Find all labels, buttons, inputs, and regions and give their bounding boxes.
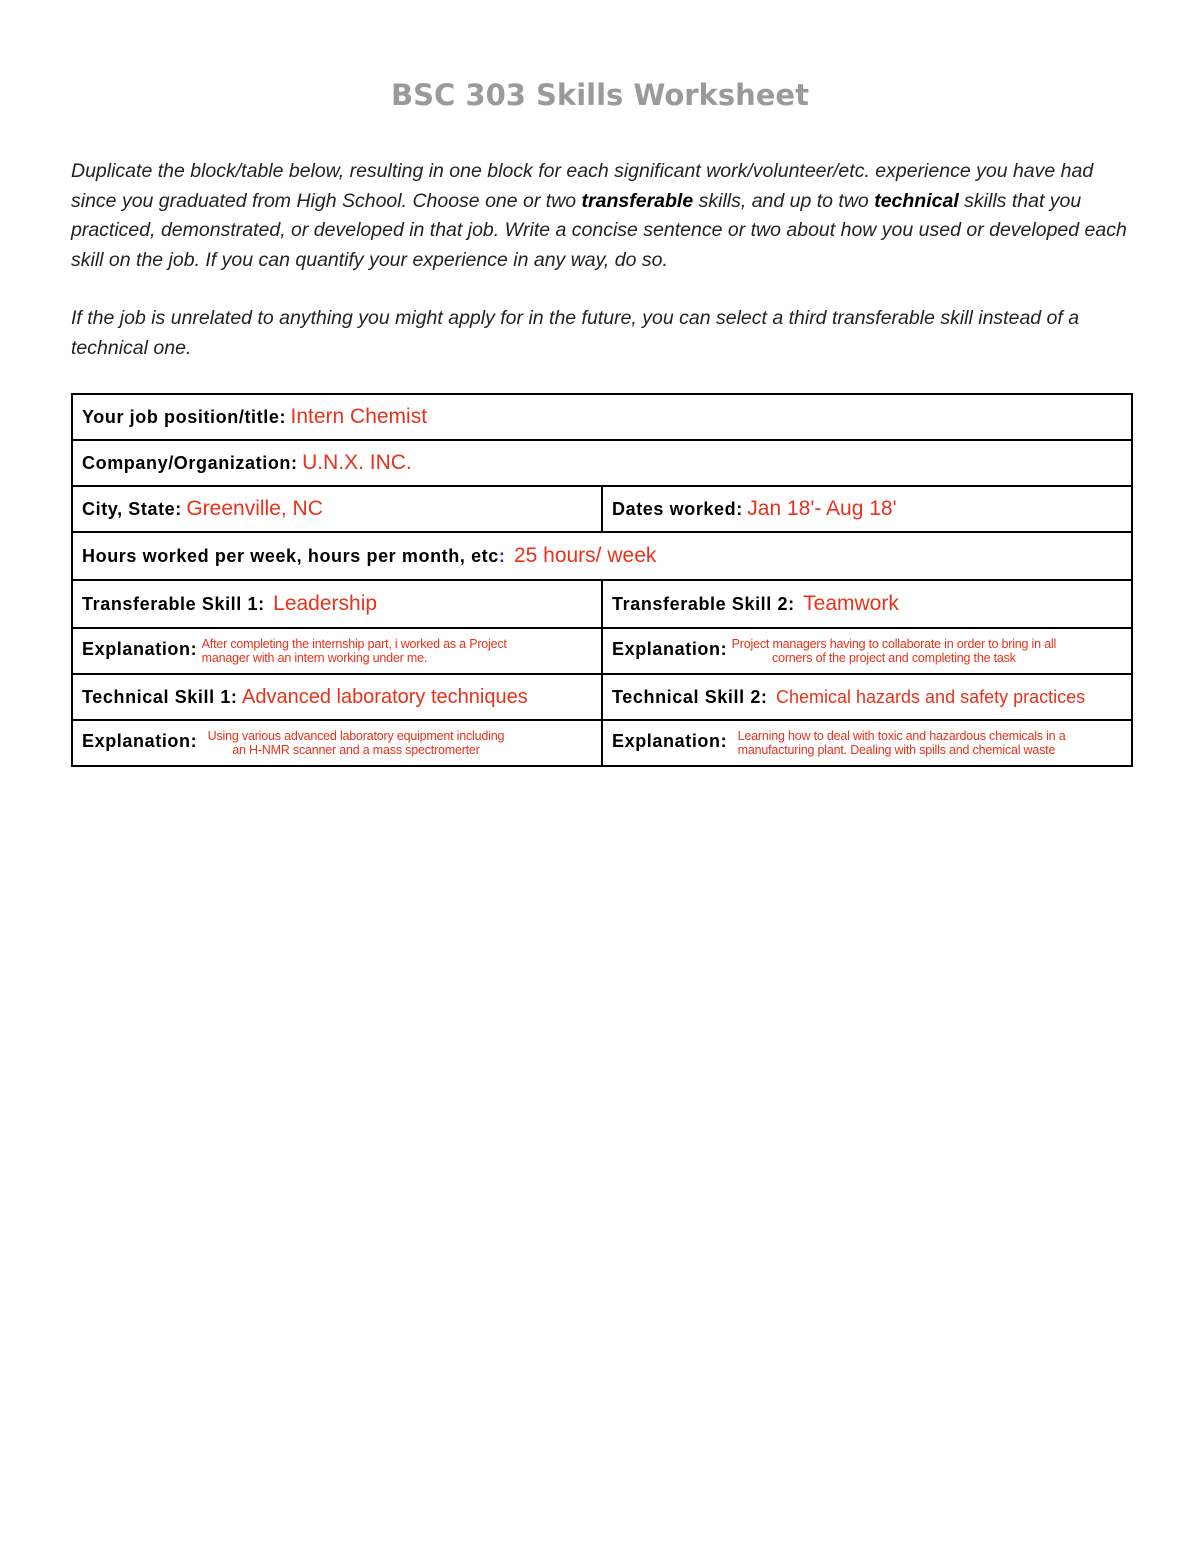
dates-cell — [602, 486, 1132, 532]
city-cell — [72, 486, 602, 532]
job-title-row — [72, 394, 1132, 440]
instructions-emphasis-technical: technical — [874, 189, 959, 212]
location-dates-row — [72, 486, 1132, 532]
hours-label — [82, 546, 506, 566]
transferable-skill-2-value[interactable]: Teamwork — [803, 592, 899, 615]
experience-block-table — [71, 393, 1133, 767]
explanation-line: Using various advanced laboratory equipment including — [207, 729, 505, 743]
hours-row — [72, 532, 1132, 580]
transferable-skill-2-label: Transferable Skill 2: — [612, 594, 795, 614]
transferable-skill-2-cell — [602, 580, 1132, 628]
explanation-label: Explanation: — [612, 731, 728, 752]
technical-explanation-2-text[interactable] — [738, 729, 1066, 757]
transferable-skill-1-label: Transferable Skill 1: — [82, 594, 265, 614]
technical-skill-1-value[interactable]: Advanced laboratory techniques — [241, 685, 528, 708]
company-cell — [72, 440, 1132, 486]
transferable-explanation-2-text[interactable] — [732, 637, 1056, 665]
instructions-emphasis-transferable: transferable — [581, 189, 694, 212]
explanation-label: Explanation: — [612, 639, 728, 660]
transferable-skill-1-value[interactable]: Leadership — [273, 592, 378, 615]
dates-value[interactable]: Jan 18'- Aug 18' — [747, 497, 897, 520]
instructions-text: skills, and up to two — [693, 189, 875, 212]
hours-cell — [72, 532, 1132, 580]
explanation-line: corners of the project and completing the task — [772, 651, 1016, 665]
explanation-line: After completing the internship part, i worked as a Project — [201, 637, 507, 651]
technical-skills-row — [72, 674, 1132, 720]
technical-explanation-1-text[interactable] — [208, 729, 505, 757]
company-value[interactable]: U.N.X. INC. — [302, 451, 412, 474]
job-title-value[interactable]: Intern Chemist — [290, 405, 428, 428]
company-row — [72, 440, 1132, 486]
explanation-label: Explanation: — [82, 731, 198, 752]
hours-label-colon: : — [498, 546, 506, 566]
technical-skill-1-label: Technical Skill 1: — [82, 686, 238, 707]
technical-skill-2-value[interactable]: Chemical hazards and safety practices — [775, 686, 1086, 707]
explanation-line: manager with an intern working under me. — [201, 651, 428, 665]
instructions-paragraph-2: If the job is unrelated to anything you might apply for in the future, you can select a third transferable skill instead of a technical one. — [71, 307, 1080, 359]
transferable-explanation-2-cell — [602, 628, 1132, 674]
city-value[interactable]: Greenville, NC — [186, 497, 323, 520]
technical-skill-1-cell — [72, 674, 602, 720]
job-title-label: Your job position/title: — [82, 407, 287, 427]
transferable-skill-1-cell — [72, 580, 602, 628]
instructions-paragraph-1 — [71, 157, 1131, 275]
technical-explanations-row — [72, 720, 1132, 766]
city-label: City, State: — [82, 499, 182, 519]
dates-label: Dates worked: — [612, 499, 743, 519]
page-title: BSC 303 Skills Worksheet — [391, 78, 809, 112]
technical-skill-2-cell — [602, 674, 1132, 720]
company-label: Company/Organization: — [82, 453, 298, 473]
hours-value[interactable]: 25 hours/ week — [513, 544, 657, 567]
explanation-line: Learning how to deal with toxic and hazardous chemicals in a — [737, 729, 1066, 743]
technical-skill-2-label: Technical Skill 2: — [612, 686, 768, 707]
transferable-explanation-1-text[interactable] — [202, 637, 507, 665]
technical-explanation-2-cell — [602, 720, 1132, 766]
explanation-line: an H-NMR scanner and a mass spectromerter — [232, 743, 480, 757]
transferable-explanation-1-cell — [72, 628, 602, 674]
transferable-skills-row — [72, 580, 1132, 628]
explanation-line: manufacturing plant. Dealing with spills and chemical waste — [737, 743, 1056, 757]
job-title-cell — [72, 394, 1132, 440]
transferable-explanations-row — [72, 628, 1132, 674]
instructions-text: skills that you practiced, demonstrated, or developed in that job. Write a concise sentence or two about how you used or developed each skill on the job. If you can quantify your experience in any way, do so. — [71, 189, 1127, 271]
explanation-label: Explanation: — [82, 639, 198, 660]
hours-label-text: Hours worked per week, hours per month, etc — [82, 546, 499, 566]
explanation-line: Project managers having to collaborate in order to bring in all — [731, 637, 1057, 651]
instructions-text: Duplicate the block/table below, resulting in one block for each significant work/volunteer/etc. experience you have had since you graduated from High School. Choose one or two — [71, 160, 1094, 212]
instructions — [71, 157, 1131, 392]
technical-explanation-1-cell — [72, 720, 602, 766]
